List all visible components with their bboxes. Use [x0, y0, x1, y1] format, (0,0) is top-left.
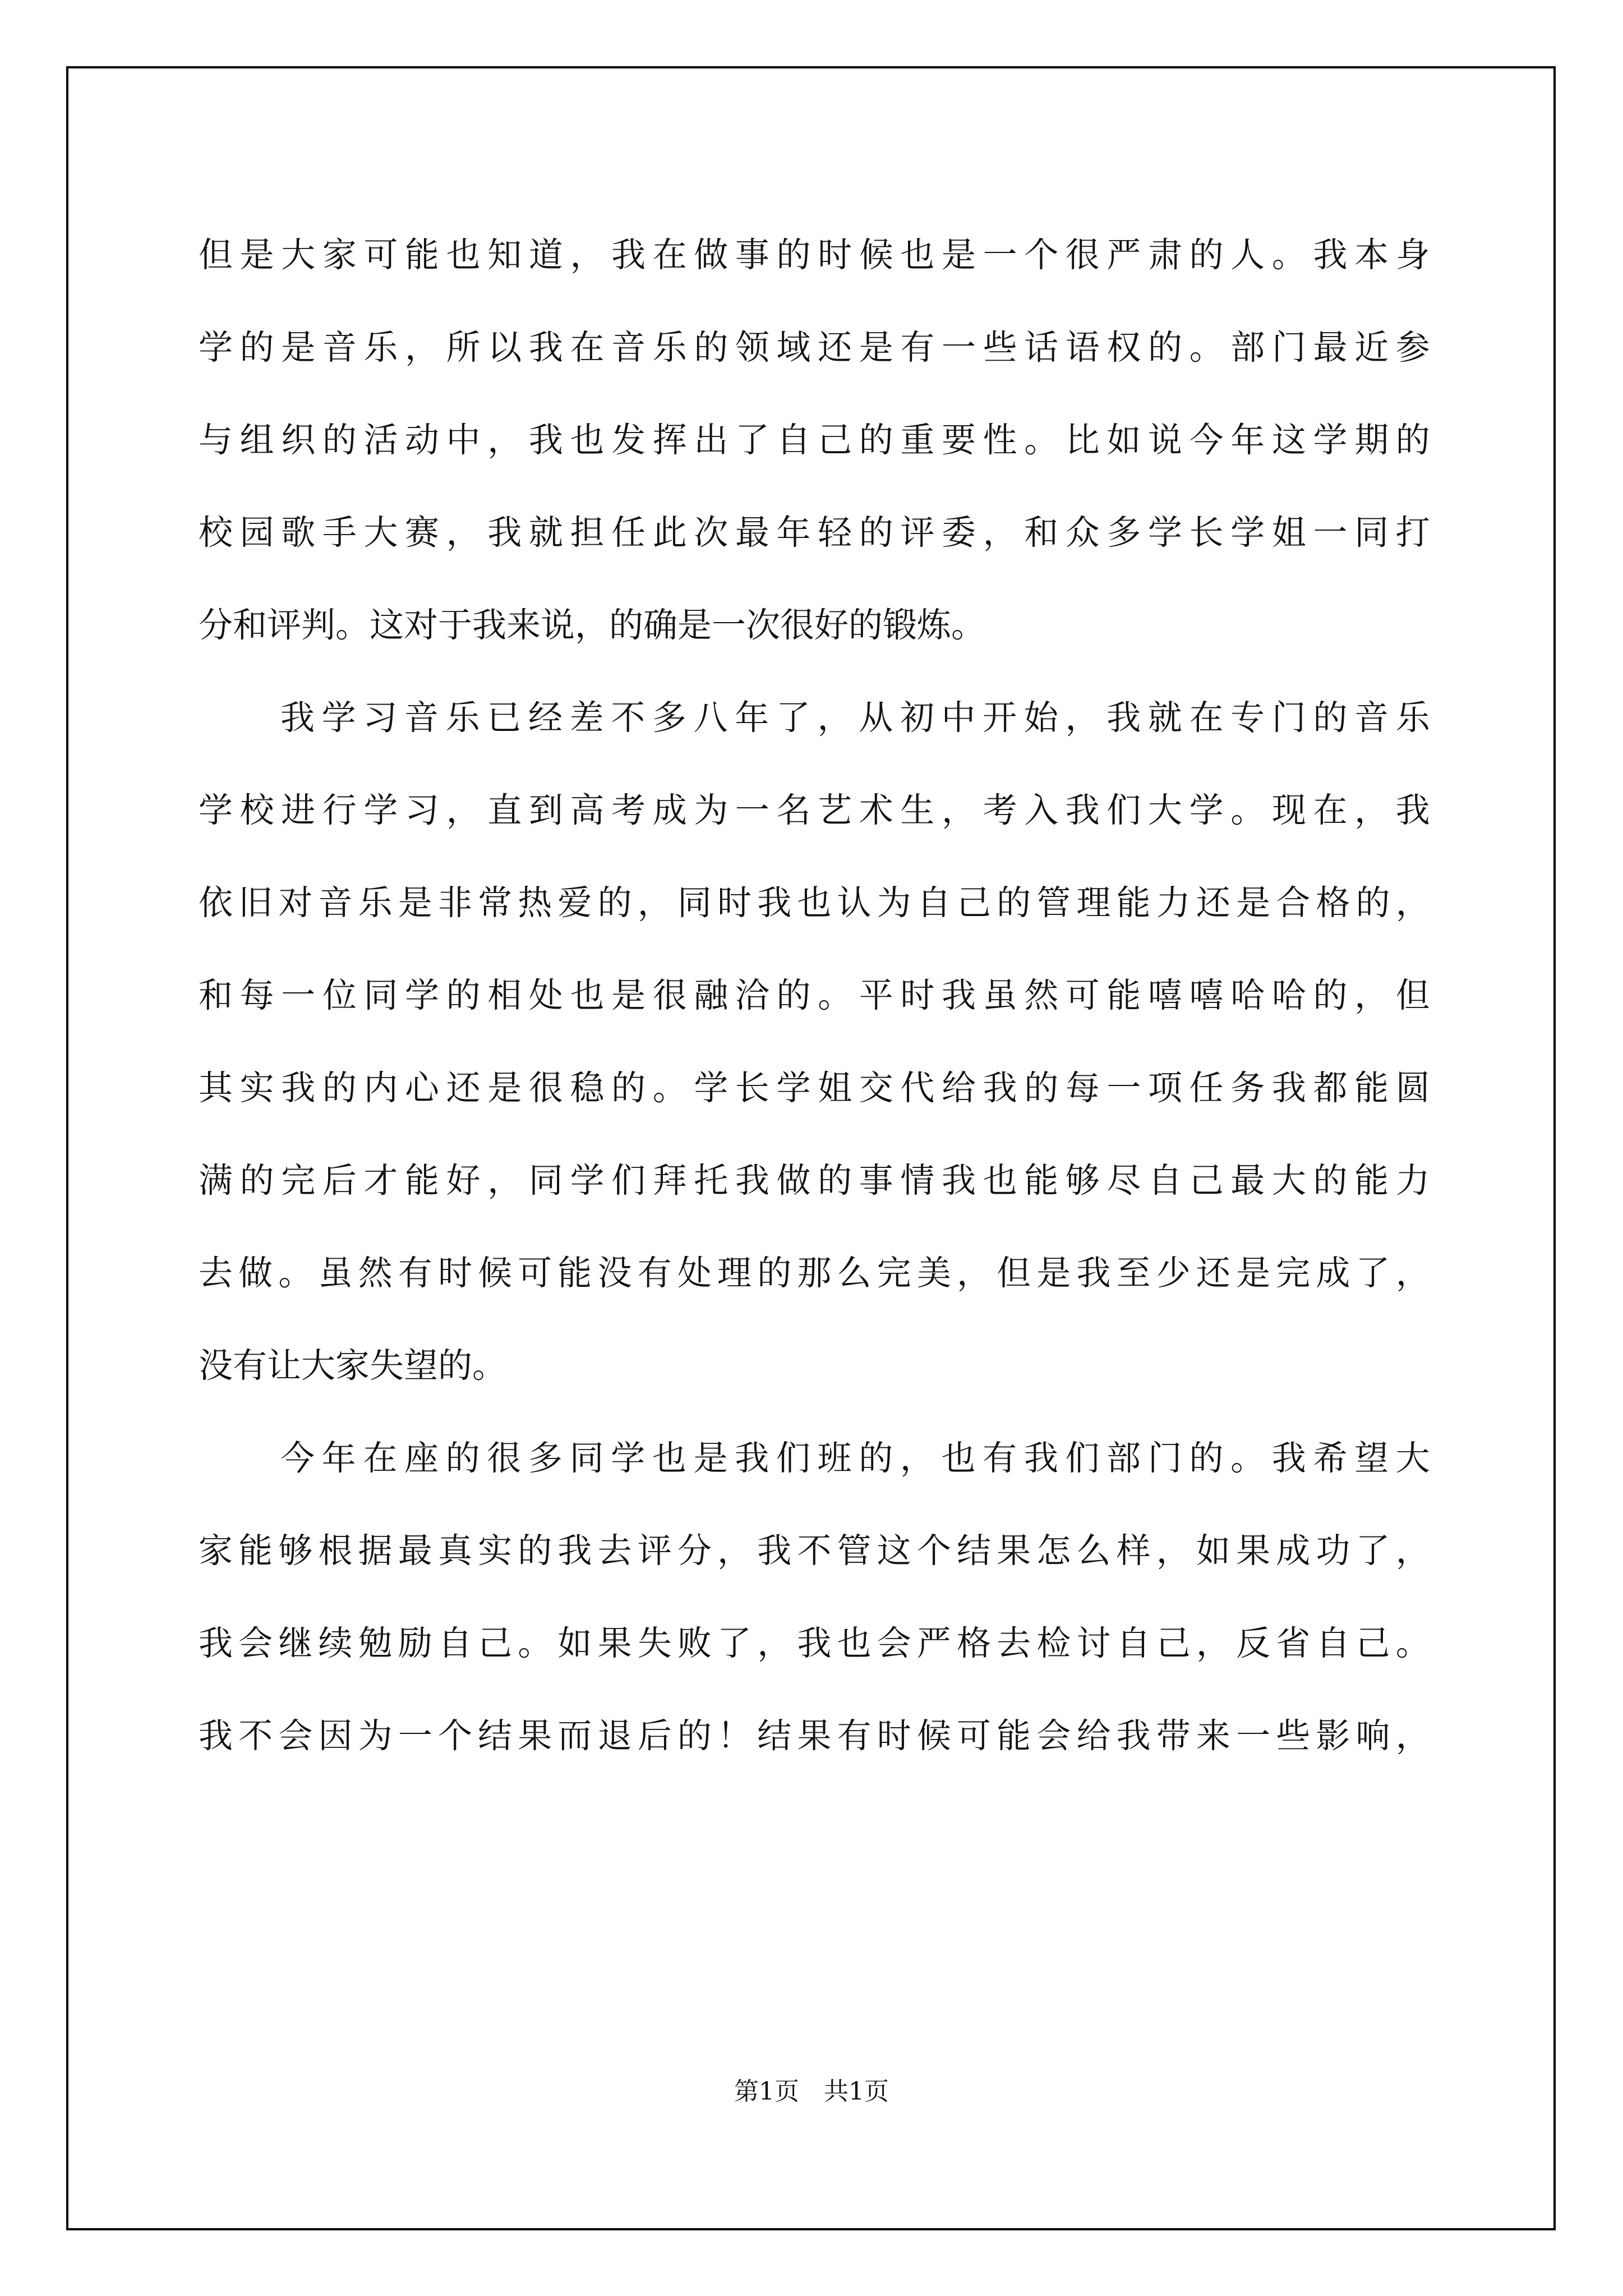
text-line: 校 园 歌 手 大 赛 ， 我 就 担 任 此 次 最 年 轻 的 评 委 ， 和 众 多 学 长 学 姐 一 同 打 — [199, 513, 1430, 553]
text-line: 去 做 。 虽 然 有 时 候 可 能 没 有 处 理 的 那 么 完 美 ， 但 是 我 至 少 还 是 完 成 了 ， — [199, 1253, 1430, 1293]
text-line: 分和评判。这对于我来说，的确是一次很好的锻炼。 — [199, 605, 986, 645]
text-line: 学 校 进 行 学 习 ， 直 到 高 考 成 为 一 名 艺 术 生 ， 考 入 我 们 大 学 。 现 在 ， 我 — [199, 790, 1430, 830]
text-line: 满 的 完 后 才 能 好 ， 同 学 们 拜 托 我 做 的 事 情 我 也 能 够 尽 自 己 最 大 的 能 力 — [199, 1161, 1430, 1200]
text-line: 依 旧 对 音 乐 是 非 常 热 爱 的 ， 同 时 我 也 认 为 自 己 的 管 理 能 力 还 是 合 格 的 ， — [199, 883, 1430, 923]
text-line: 学 的 是 音 乐 ， 所 以 我 在 音 乐 的 领 域 还 是 有 一 些 话 语 权 的 。 部 门 最 近 参 — [199, 328, 1430, 367]
text-line: 其 实 我 的 内 心 还 是 很 稳 的 。 学 长 学 姐 交 代 给 我 的 每 一 项 任 务 我 都 能 圆 — [199, 1068, 1430, 1108]
text-line: 没有让大家失望的。 — [199, 1346, 507, 1386]
text-line: 和 每 一 位 同 学 的 相 处 也 是 很 融 洽 的 。 平 时 我 虽 然 可 能 嘻 嘻 哈 哈 的 ， 但 — [199, 976, 1430, 1015]
text-line: 家 能 够 根 据 最 真 实 的 我 去 评 分 ， 我 不 管 这 个 结 果 怎 么 样 ， 如 果 成 功 了 ， — [199, 1531, 1430, 1571]
text-line: 今 年 在 座 的 很 多 同 学 也 是 我 们 班 的 ， 也 有 我 们 部 门 的 。 我 希 望 大 — [280, 1438, 1430, 1478]
document-body — [199, 209, 1430, 1782]
text-line: 我 会 继 续 勉 励 自 己 。 如 果 失 败 了 ， 我 也 会 严 格 去 检 讨 自 己 ， 反 省 自 己 。 — [199, 1623, 1430, 1663]
text-line: 但 是 大 家 可 能 也 知 道 ， 我 在 做 事 的 时 候 也 是 一 个 很 严 肃 的 人 。 我 本 身 — [199, 235, 1430, 275]
page-number: 第1页 共1页 — [734, 2077, 889, 2106]
text-line: 我 学 习 音 乐 已 经 差 不 多 八 年 了 ， 从 初 中 开 始 ， 我 就 在 专 门 的 音 乐 — [280, 698, 1430, 738]
text-line: 我 不 会 因 为 一 个 结 果 而 退 后 的 ！ 结 果 有 时 候 可 能 会 给 我 带 来 一 些 影 响 ， — [199, 1716, 1430, 1756]
text-line: 与 组 织 的 活 动 中 ， 我 也 发 挥 出 了 自 己 的 重 要 性 。 比 如 说 今 年 这 学 期 的 — [199, 420, 1430, 460]
